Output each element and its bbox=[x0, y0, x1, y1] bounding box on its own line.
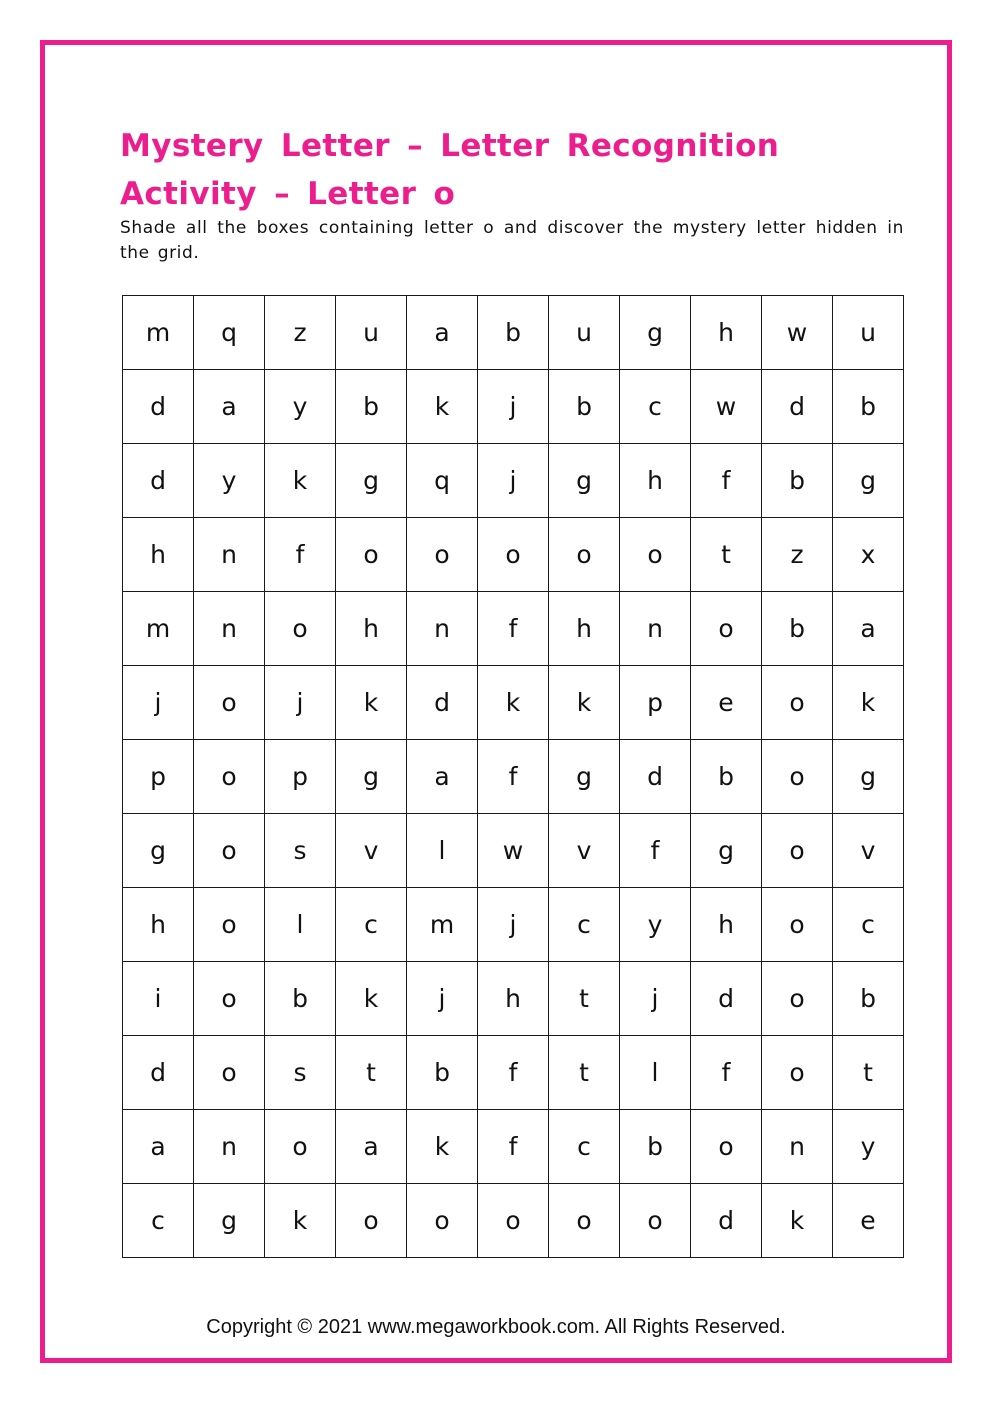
grid-cell[interactable]: o bbox=[620, 518, 691, 592]
grid-cell[interactable]: g bbox=[833, 740, 904, 814]
grid-cell[interactable]: o bbox=[194, 666, 265, 740]
grid-cell[interactable]: o bbox=[549, 518, 620, 592]
grid-cell[interactable]: b bbox=[762, 592, 833, 666]
grid-row bbox=[123, 296, 904, 370]
grid-cell[interactable]: b bbox=[833, 370, 904, 444]
worksheet-instructions: Shade all the boxes containing letter o and discover the mystery letter hidden in the grid. bbox=[120, 218, 904, 263]
grid-cell[interactable]: q bbox=[194, 296, 265, 370]
grid-cell[interactable]: g bbox=[833, 444, 904, 518]
grid-cell[interactable]: j bbox=[123, 666, 194, 740]
grid-cell[interactable]: n bbox=[194, 1110, 265, 1184]
grid-row bbox=[123, 888, 904, 962]
grid-cell[interactable]: c bbox=[549, 888, 620, 962]
grid-cell[interactable]: v bbox=[549, 814, 620, 888]
grid-cell[interactable]: t bbox=[336, 1036, 407, 1110]
grid-cell[interactable]: c bbox=[620, 370, 691, 444]
grid-cell[interactable]: d bbox=[123, 1036, 194, 1110]
grid-cell[interactable]: q bbox=[407, 444, 478, 518]
copyright-notice: Copyright © 2021 www.megaworkbook.com. All Rights Reserved. bbox=[206, 1316, 786, 1338]
grid-cell[interactable]: z bbox=[762, 518, 833, 592]
grid-cell[interactable]: z bbox=[265, 296, 336, 370]
grid-cell[interactable]: i bbox=[123, 962, 194, 1036]
grid-cell[interactable]: d bbox=[691, 1184, 762, 1258]
grid-cell[interactable]: f bbox=[478, 740, 549, 814]
grid-cell[interactable]: w bbox=[478, 814, 549, 888]
grid-cell[interactable]: b bbox=[336, 370, 407, 444]
grid-cell[interactable]: k bbox=[336, 666, 407, 740]
grid-cell[interactable]: o bbox=[762, 740, 833, 814]
grid-cell[interactable]: s bbox=[265, 814, 336, 888]
grid-cell[interactable]: j bbox=[265, 666, 336, 740]
letter-grid bbox=[122, 295, 904, 1258]
grid-cell[interactable]: f bbox=[691, 444, 762, 518]
grid-cell[interactable]: a bbox=[123, 1110, 194, 1184]
grid-cell[interactable]: g bbox=[691, 814, 762, 888]
grid-cell[interactable]: a bbox=[407, 740, 478, 814]
grid-cell[interactable]: b bbox=[407, 1036, 478, 1110]
grid-row bbox=[123, 962, 904, 1036]
grid-cell[interactable]: o bbox=[336, 518, 407, 592]
grid-cell[interactable]: h bbox=[123, 888, 194, 962]
grid-cell[interactable]: k bbox=[407, 1110, 478, 1184]
grid-cell[interactable]: a bbox=[194, 370, 265, 444]
grid-cell[interactable]: o bbox=[762, 888, 833, 962]
grid-cell[interactable]: o bbox=[762, 814, 833, 888]
grid-cell[interactable]: v bbox=[833, 814, 904, 888]
grid-row bbox=[123, 666, 904, 740]
grid-cell[interactable]: o bbox=[265, 592, 336, 666]
grid-cell[interactable]: v bbox=[336, 814, 407, 888]
grid-cell[interactable]: o bbox=[194, 814, 265, 888]
grid-cell[interactable]: y bbox=[620, 888, 691, 962]
grid-cell[interactable]: o bbox=[762, 666, 833, 740]
worksheet-title: Mystery Letter – Letter Recognition Activity – Letter o bbox=[120, 128, 780, 212]
grid-row bbox=[123, 592, 904, 666]
grid-cell[interactable]: f bbox=[478, 1110, 549, 1184]
grid-cell[interactable]: o bbox=[407, 1184, 478, 1258]
grid-cell[interactable]: n bbox=[194, 518, 265, 592]
grid-cell[interactable]: y bbox=[833, 1110, 904, 1184]
grid-cell[interactable]: p bbox=[123, 740, 194, 814]
grid-cell[interactable]: d bbox=[407, 666, 478, 740]
grid-cell[interactable]: g bbox=[549, 740, 620, 814]
grid-cell[interactable]: o bbox=[691, 592, 762, 666]
grid-cell[interactable]: x bbox=[833, 518, 904, 592]
grid-cell[interactable]: k bbox=[407, 370, 478, 444]
grid-cell[interactable]: l bbox=[407, 814, 478, 888]
grid-cell[interactable]: t bbox=[691, 518, 762, 592]
grid-cell[interactable]: c bbox=[833, 888, 904, 962]
grid-cell[interactable]: d bbox=[620, 740, 691, 814]
grid-cell[interactable]: o bbox=[194, 962, 265, 1036]
grid-cell[interactable]: h bbox=[123, 518, 194, 592]
grid-cell[interactable]: o bbox=[194, 740, 265, 814]
grid-cell[interactable]: b bbox=[549, 370, 620, 444]
grid-row bbox=[123, 1184, 904, 1258]
grid-cell[interactable]: h bbox=[691, 888, 762, 962]
grid-cell[interactable]: g bbox=[336, 740, 407, 814]
grid-cell[interactable]: o bbox=[336, 1184, 407, 1258]
grid-cell[interactable]: c bbox=[123, 1184, 194, 1258]
grid-row bbox=[123, 1110, 904, 1184]
grid-cell[interactable]: g bbox=[549, 444, 620, 518]
grid-cell[interactable]: d bbox=[123, 370, 194, 444]
grid-cell[interactable]: o bbox=[478, 1184, 549, 1258]
grid-cell[interactable]: j bbox=[407, 962, 478, 1036]
grid-cell[interactable]: b bbox=[265, 962, 336, 1036]
grid-cell[interactable]: g bbox=[620, 296, 691, 370]
grid-cell[interactable]: c bbox=[336, 888, 407, 962]
grid-cell[interactable]: e bbox=[833, 1184, 904, 1258]
grid-cell[interactable]: b bbox=[833, 962, 904, 1036]
grid-cell[interactable]: b bbox=[620, 1110, 691, 1184]
grid-cell[interactable]: j bbox=[478, 888, 549, 962]
grid-cell[interactable]: f bbox=[478, 1036, 549, 1110]
grid-cell[interactable]: e bbox=[691, 666, 762, 740]
grid-cell[interactable]: k bbox=[265, 1184, 336, 1258]
grid-cell[interactable]: h bbox=[336, 592, 407, 666]
grid-cell[interactable]: a bbox=[336, 1110, 407, 1184]
grid-cell[interactable]: l bbox=[620, 1036, 691, 1110]
grid-cell[interactable]: t bbox=[549, 1036, 620, 1110]
grid-cell[interactable]: f bbox=[691, 1036, 762, 1110]
grid-cell[interactable]: c bbox=[549, 1110, 620, 1184]
grid-cell[interactable]: m bbox=[123, 296, 194, 370]
grid-cell[interactable]: h bbox=[691, 296, 762, 370]
grid-row bbox=[123, 740, 904, 814]
grid-cell[interactable]: k bbox=[265, 444, 336, 518]
grid-cell[interactable]: o bbox=[265, 1110, 336, 1184]
grid-cell[interactable]: g bbox=[336, 444, 407, 518]
grid-cell[interactable]: a bbox=[833, 592, 904, 666]
grid-cell[interactable]: n bbox=[407, 592, 478, 666]
grid-row bbox=[123, 814, 904, 888]
grid-cell[interactable]: u bbox=[336, 296, 407, 370]
grid-cell[interactable]: j bbox=[478, 444, 549, 518]
grid-cell[interactable]: y bbox=[194, 444, 265, 518]
grid-cell[interactable]: f bbox=[265, 518, 336, 592]
grid-cell[interactable]: o bbox=[194, 888, 265, 962]
grid-cell[interactable]: w bbox=[691, 370, 762, 444]
grid-cell[interactable]: t bbox=[833, 1036, 904, 1110]
grid-cell[interactable]: n bbox=[194, 592, 265, 666]
grid-cell[interactable]: n bbox=[762, 1110, 833, 1184]
grid-cell[interactable]: o bbox=[194, 1036, 265, 1110]
grid-cell[interactable]: o bbox=[691, 1110, 762, 1184]
grid-cell[interactable]: b bbox=[691, 740, 762, 814]
grid-cell[interactable]: m bbox=[407, 888, 478, 962]
grid-cell[interactable]: k bbox=[336, 962, 407, 1036]
grid-cell[interactable]: b bbox=[478, 296, 549, 370]
grid-cell[interactable]: o bbox=[407, 518, 478, 592]
grid-cell[interactable]: w bbox=[762, 296, 833, 370]
grid-cell[interactable]: t bbox=[549, 962, 620, 1036]
grid-cell[interactable]: h bbox=[549, 592, 620, 666]
grid-cell[interactable]: o bbox=[549, 1184, 620, 1258]
grid-cell[interactable]: u bbox=[833, 296, 904, 370]
grid-row bbox=[123, 444, 904, 518]
grid-cell[interactable]: a bbox=[407, 296, 478, 370]
grid-cell[interactable]: o bbox=[762, 962, 833, 1036]
grid-cell[interactable]: d bbox=[123, 444, 194, 518]
grid-cell[interactable]: o bbox=[478, 518, 549, 592]
grid-cell[interactable]: o bbox=[620, 1184, 691, 1258]
grid-cell[interactable]: p bbox=[620, 666, 691, 740]
grid-row bbox=[123, 518, 904, 592]
grid-cell[interactable]: k bbox=[762, 1184, 833, 1258]
grid-cell[interactable]: d bbox=[762, 370, 833, 444]
grid-cell[interactable]: g bbox=[123, 814, 194, 888]
grid-cell[interactable]: j bbox=[620, 962, 691, 1036]
grid-cell[interactable]: f bbox=[620, 814, 691, 888]
grid-cell[interactable]: k bbox=[478, 666, 549, 740]
grid-cell[interactable]: u bbox=[549, 296, 620, 370]
grid-cell[interactable]: o bbox=[762, 1036, 833, 1110]
grid-cell[interactable]: l bbox=[265, 888, 336, 962]
grid-cell[interactable]: k bbox=[549, 666, 620, 740]
grid-cell[interactable]: y bbox=[265, 370, 336, 444]
grid-cell[interactable]: m bbox=[123, 592, 194, 666]
grid-cell[interactable]: b bbox=[762, 444, 833, 518]
grid-cell[interactable]: p bbox=[265, 740, 336, 814]
grid-row bbox=[123, 1036, 904, 1110]
grid-cell[interactable]: j bbox=[478, 370, 549, 444]
grid-cell[interactable]: h bbox=[620, 444, 691, 518]
grid-cell[interactable]: n bbox=[620, 592, 691, 666]
grid-cell[interactable]: s bbox=[265, 1036, 336, 1110]
grid-cell[interactable]: g bbox=[194, 1184, 265, 1258]
grid-cell[interactable]: k bbox=[833, 666, 904, 740]
grid-cell[interactable]: f bbox=[478, 592, 549, 666]
grid-row bbox=[123, 370, 904, 444]
grid-cell[interactable]: d bbox=[691, 962, 762, 1036]
grid-cell[interactable]: h bbox=[478, 962, 549, 1036]
